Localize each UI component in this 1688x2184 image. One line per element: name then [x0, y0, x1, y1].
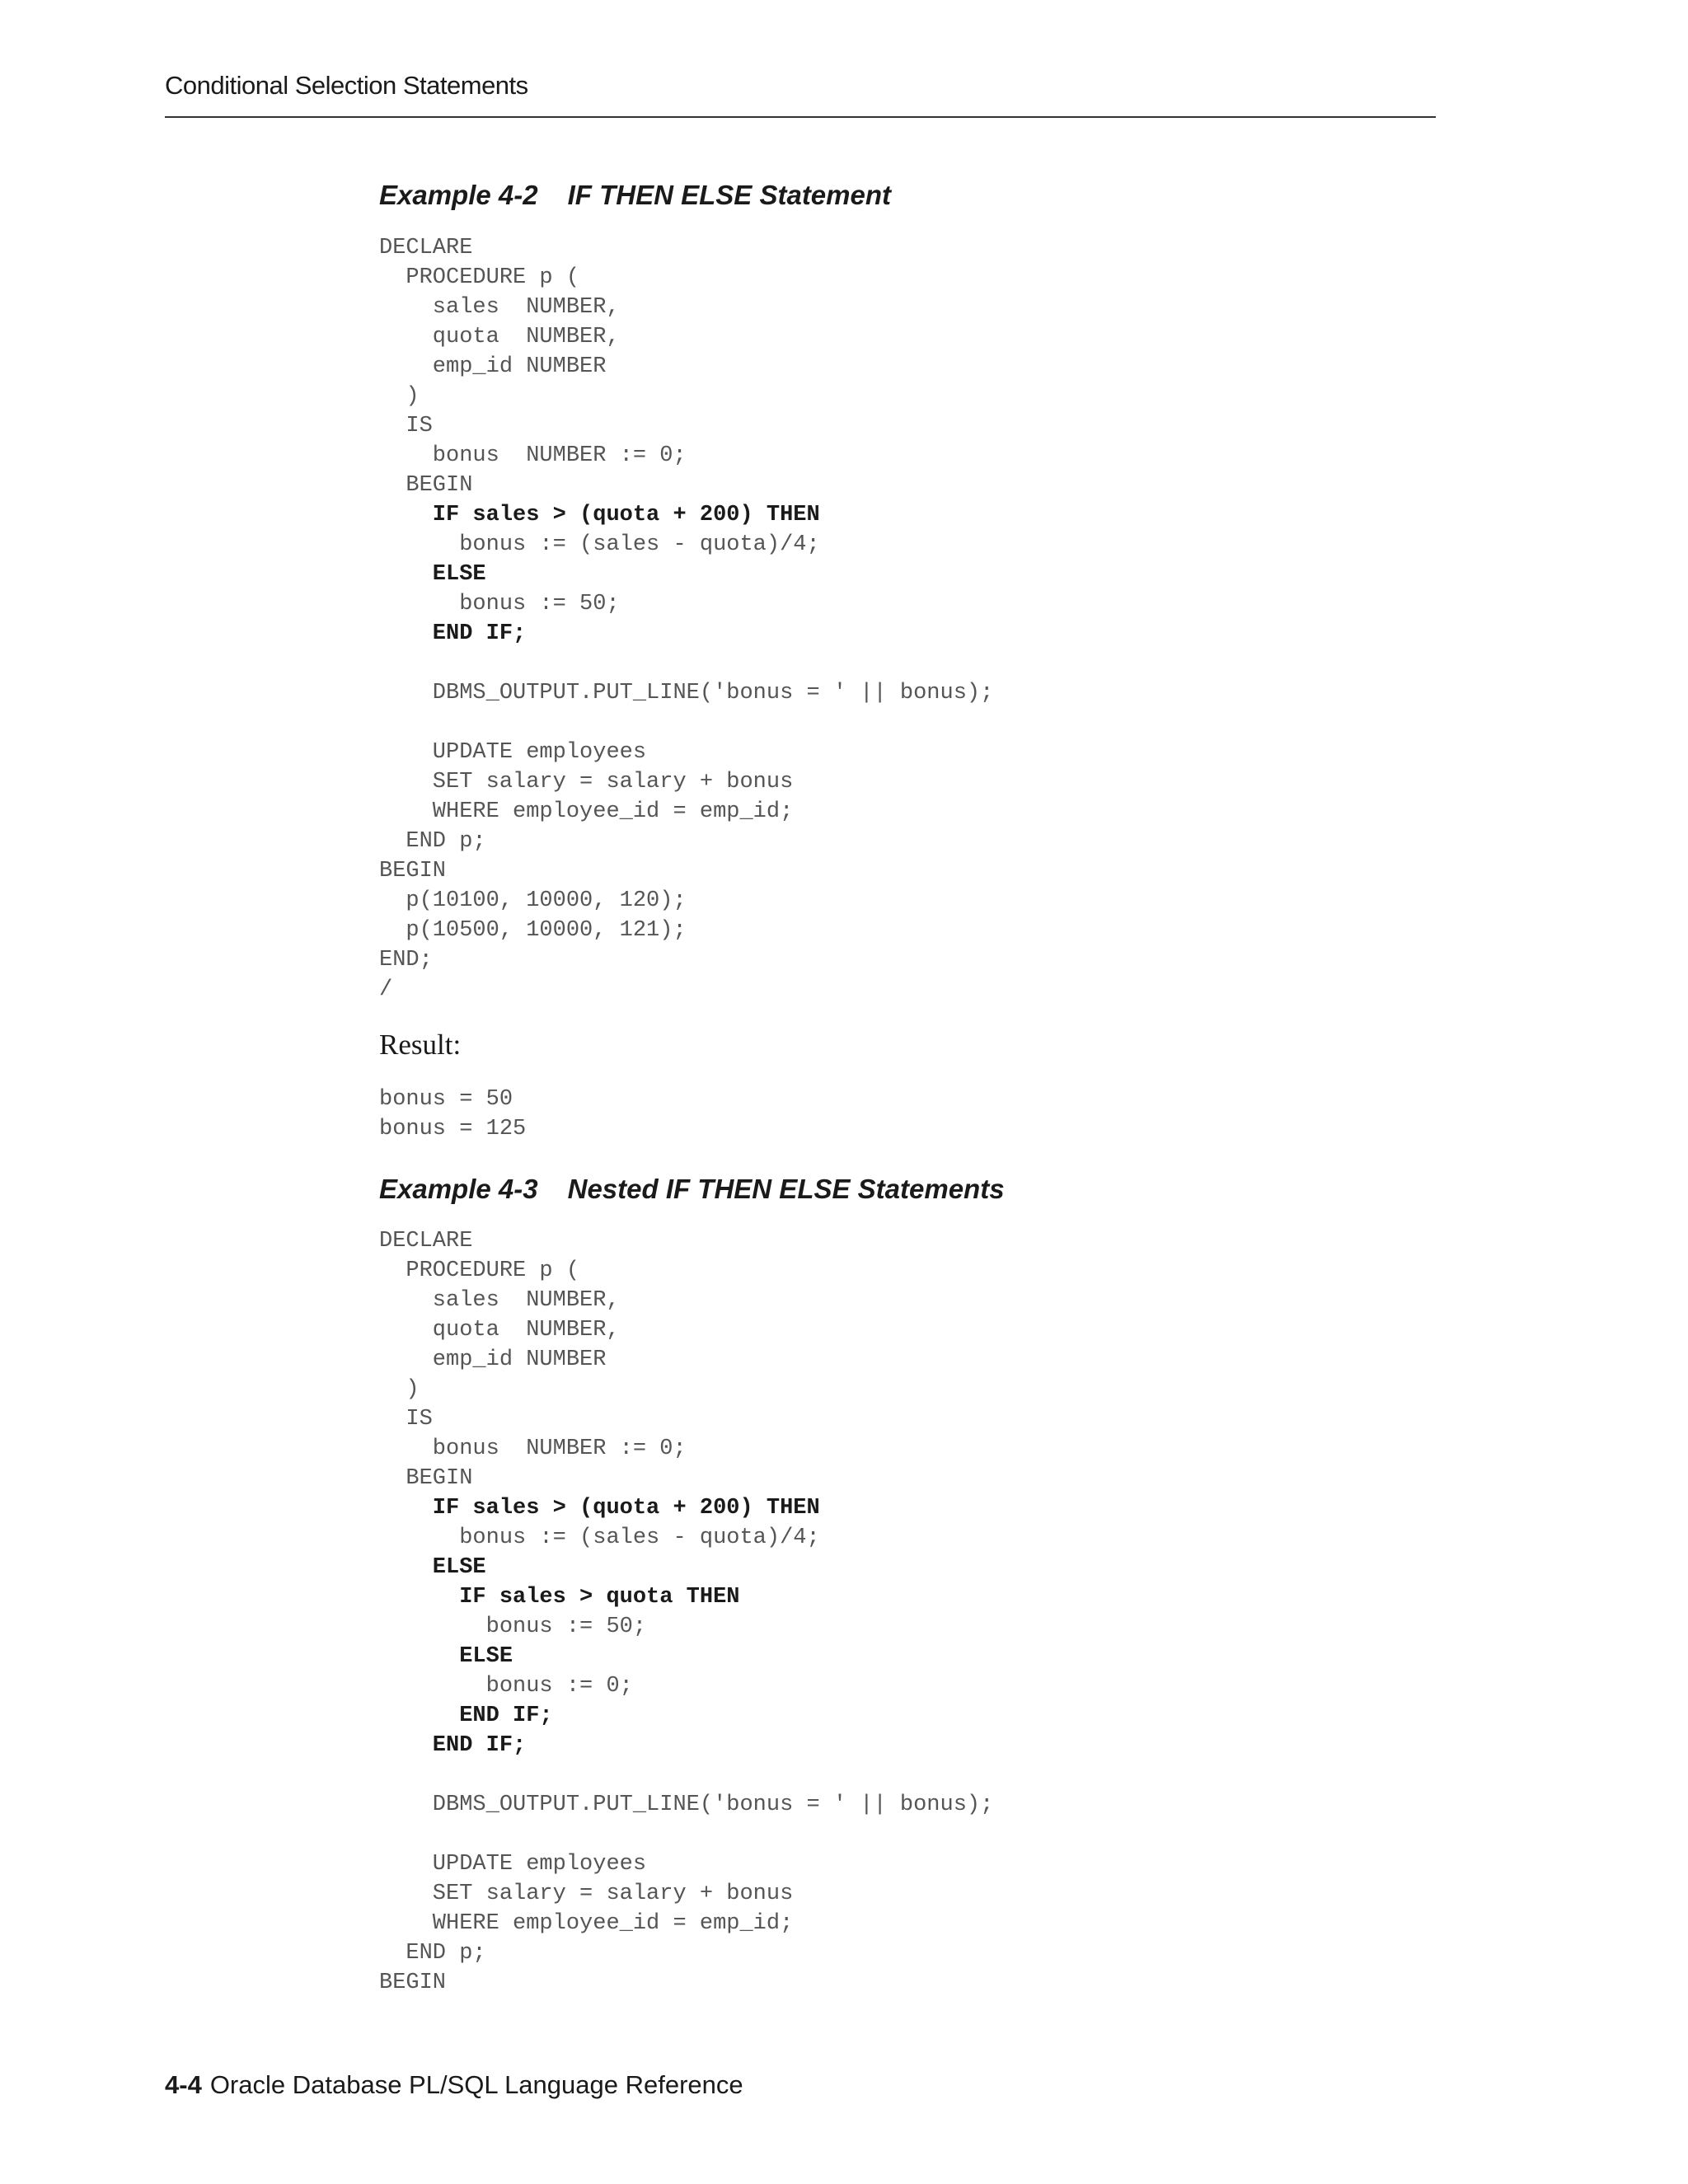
code-line: END IF; — [379, 1704, 553, 1728]
code-line: sales NUMBER, — [379, 295, 620, 320]
code-line: UPDATE employees — [379, 1852, 647, 1877]
example-number: Example 4-2 — [379, 180, 538, 210]
code-line: quota NUMBER, — [379, 325, 620, 349]
code-line — [379, 649, 993, 678]
example-4-2-caption — [379, 180, 891, 211]
code-line: bonus := (sales - quota)/4; — [379, 532, 820, 557]
code-line: DECLARE — [379, 236, 473, 260]
code-line: ELSE — [379, 562, 486, 587]
code-line: IS — [379, 414, 433, 438]
code-line: p(10500, 10000, 121); — [379, 918, 687, 943]
book-title: Oracle Database PL/SQL Language Reference — [209, 2070, 743, 2099]
example-title: Nested IF THEN ELSE Statements — [567, 1174, 1005, 1204]
code-line: DBMS_OUTPUT.PUT_LINE('bonus = ' || bonus); — [379, 681, 994, 705]
code-line: bonus := 0; — [379, 1674, 633, 1699]
code-block-example-4-2 — [379, 233, 993, 1005]
code-line: END IF; — [379, 621, 527, 646]
example-4-3-caption — [379, 1174, 1005, 1205]
code-line: DECLARE — [379, 1229, 473, 1254]
code-line: PROCEDURE p ( — [379, 265, 580, 290]
code-line: IF sales > (quota + 200) THEN — [379, 503, 820, 527]
code-line — [379, 1760, 993, 1790]
code-line: BEGIN — [379, 859, 447, 883]
code-line: ) — [379, 1377, 420, 1402]
code-line: / — [379, 977, 393, 1002]
code-line: sales NUMBER, — [379, 1288, 620, 1313]
code-line: emp_id NUMBER — [379, 1347, 607, 1372]
example-number: Example 4-3 — [379, 1174, 538, 1204]
code-line — [379, 1820, 993, 1849]
code-line: emp_id NUMBER — [379, 354, 607, 379]
code-line: IF sales > (quota + 200) THEN — [379, 1496, 820, 1521]
example-title: IF THEN ELSE Statement — [567, 180, 891, 210]
code-line: ELSE — [379, 1644, 513, 1669]
code-line: ) — [379, 384, 420, 409]
result-label: Result: — [379, 1029, 462, 1061]
code-line: END IF; — [379, 1733, 527, 1758]
code-line: bonus := 50; — [379, 1615, 647, 1639]
code-line: ELSE — [379, 1555, 486, 1580]
code-line: PROCEDURE p ( — [379, 1258, 580, 1283]
running-header: Conditional Selection Statements — [165, 71, 528, 100]
code-line: quota NUMBER, — [379, 1318, 620, 1343]
code-line: bonus NUMBER := 0; — [379, 1436, 687, 1461]
code-line: BEGIN — [379, 1971, 447, 1995]
code-line — [379, 708, 993, 738]
code-line: bonus = 50 — [379, 1087, 513, 1112]
code-line: BEGIN — [379, 1466, 473, 1491]
result-output-block — [379, 1085, 526, 1144]
code-line: DBMS_OUTPUT.PUT_LINE('bonus = ' || bonus); — [379, 1793, 994, 1817]
code-block-example-4-3 — [379, 1226, 993, 1998]
header-rule — [165, 116, 1436, 118]
code-line: END p; — [379, 829, 486, 854]
code-line: bonus = 125 — [379, 1117, 527, 1141]
code-line: END; — [379, 948, 433, 972]
code-line: IF sales > quota THEN — [379, 1585, 740, 1610]
code-line: END p; — [379, 1941, 486, 1966]
code-line: p(10100, 10000, 120); — [379, 888, 687, 913]
code-line: WHERE employee_id = emp_id; — [379, 1911, 794, 1936]
code-line: WHERE employee_id = emp_id; — [379, 799, 794, 824]
page-number: 4-4 — [165, 2070, 202, 2099]
code-line: UPDATE employees — [379, 740, 647, 765]
code-line: BEGIN — [379, 473, 473, 498]
page-footer — [165, 2070, 743, 2100]
code-line: SET salary = salary + bonus — [379, 1882, 794, 1906]
code-line: bonus := (sales - quota)/4; — [379, 1526, 820, 1550]
code-line: bonus NUMBER := 0; — [379, 443, 687, 468]
code-line: SET salary = salary + bonus — [379, 770, 794, 794]
code-line: IS — [379, 1407, 433, 1432]
code-line: bonus := 50; — [379, 592, 620, 616]
